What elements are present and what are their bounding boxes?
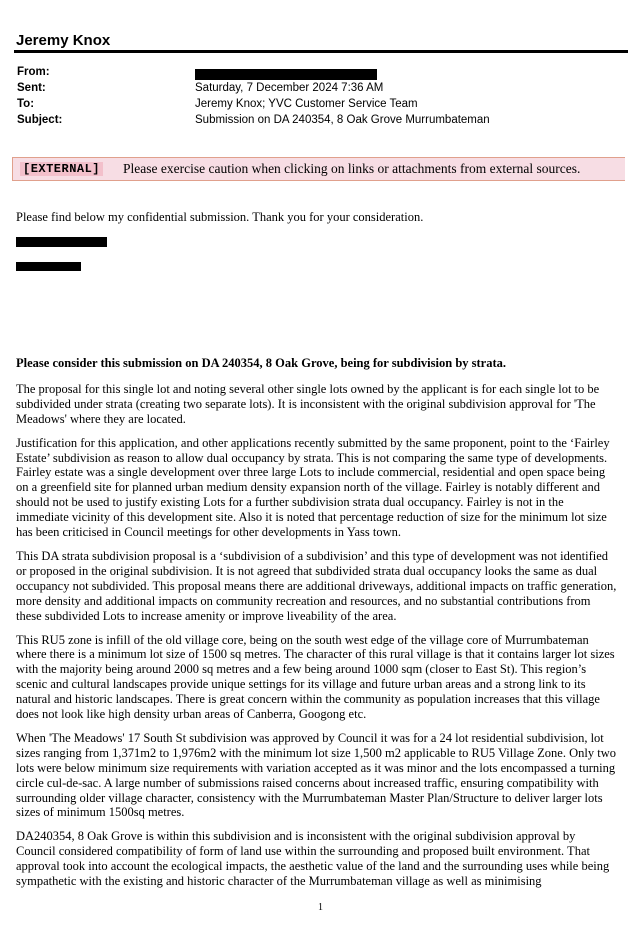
title-divider — [14, 50, 628, 53]
subject-value: Submission on DA 240354, 8 Oak Grove Murrumbateman — [195, 114, 490, 126]
to-label: To: — [17, 98, 35, 110]
to-row — [0, 98, 641, 114]
external-tag: [EXTERNAL] — [20, 162, 103, 176]
subject-label: Subject: — [17, 114, 63, 126]
sent-row — [0, 82, 641, 98]
submission-paragraph: This DA strata subdivision proposal is a ‘subdivision of a subdivision’ and this type of development was not identified or proposed in the original subdivision. It is not agreed that subdivided strata dual occupancy looks the same as dual occupancy not subdivided. This proposal means there are additional driveways, additional impacts on traffic generation, more density and additional impacts on community recreation and resources, and no substantial contributions from these subdivided Lots to increase amenity or improve liveability of the area. — [16, 548, 617, 623]
email-header — [0, 66, 641, 130]
submission-paragraph: When 'The Meadows' 17 South St subdivision was approved by Council it was for a 24 lot residential subdivision, lot sizes ranging from 1,371m2 to 1,976m2 with the minimum lot size 1,500 m2 applicable to RU5 Village Zone. Only two lots were below minimum size requirements with variation accepted as it was minor and the lots encompassed a turning circle cul-de-sac. A large number of submissions raised concerns about increased traffic, ensuring compatibility with surrounding older village character, consistency with the Murrumbateman Master Plan/Structure to deliver larger lots sizes of minimum 1500sq metres. — [16, 730, 616, 820]
external-warning-banner — [12, 157, 625, 181]
submission-body — [16, 356, 618, 898]
submission-heading: Please consider this submission on DA 240354, 8 Oak Grove, being for subdivision by strata. — [16, 356, 507, 370]
external-warning-text: Please exercise caution when clicking on links or attachments from external sources. — [123, 161, 581, 176]
sent-value: Saturday, 7 December 2024 7:36 AM — [195, 82, 384, 94]
from-label: From: — [17, 66, 50, 78]
sender-name-title: Jeremy Knox — [16, 32, 111, 49]
redacted-block-1 — [16, 237, 107, 247]
submission-paragraph: The proposal for this single lot and noting several other single lots owned by the applicant is for each single lot to be subdivided under strata (creating two separate lots). It is inconsistent with the original subdivision approval for 'The Meadows' where they are located. — [16, 381, 600, 426]
to-value: Jeremy Knox; YVC Customer Service Team — [195, 98, 418, 110]
submission-paragraph: DA240354, 8 Oak Grove is within this subdivision and is inconsistent with the original subdivision approval by Council considered compatibility of form of land use within the surrounding and proposed built environment. That approval took into account the ecological impacts, the aesthetic value of the land and the surrounding uses while being sympathetic with the existing and historic character of the Murrumbateman village as well as minimising — [16, 829, 610, 889]
redaction-bar — [195, 69, 377, 80]
submission-paragraph: Justification for this application, and other applications recently submitted by the same proponent, point to the ‘Fairley Estate’ subdivision as reason to allow dual occupancy by strata. This is not comparing the same type of developments. Fairley estate was a single development over three large Lots to include commercial, residential and open space being on a greenfield site for planned urban medium density expansion north of the village. Fairley is notably different and should not be used to justify existing Lots for a further subdivision strata dual occupancy. Fairley is not in the immediate vicinity of this development site. Also it is noted that percentage reduction of size for the minimum lot size has been criticised in Council meetings for other developments in Yass town. — [16, 435, 610, 540]
page-number: 1 — [318, 902, 323, 913]
intro-text: Please find below my confidential submission. Thank you for your consideration. — [16, 210, 424, 224]
from-value-redacted — [195, 66, 377, 83]
subject-row — [0, 114, 641, 130]
sent-label: Sent: — [17, 82, 46, 94]
from-row — [0, 66, 641, 82]
redacted-block-2 — [16, 262, 81, 271]
submission-paragraph: This RU5 zone is infill of the old village core, being on the south west edge of the village core of Murrumbateman where there is a minimum lot size of 1500 sq metres. The character of this rural village is that it contains larger lot sizes with the majority being around 2000 sq metres and a few being around 1000 sqm (closer to East St). This region’s scenic and cultural landscapes provide unique settings for its village and future urban areas and a strong link to its natural and historic landscapes. There is great concern within the community as population increases that this village does not look like high density urban areas of Canberra, Googong etc. — [16, 632, 615, 722]
